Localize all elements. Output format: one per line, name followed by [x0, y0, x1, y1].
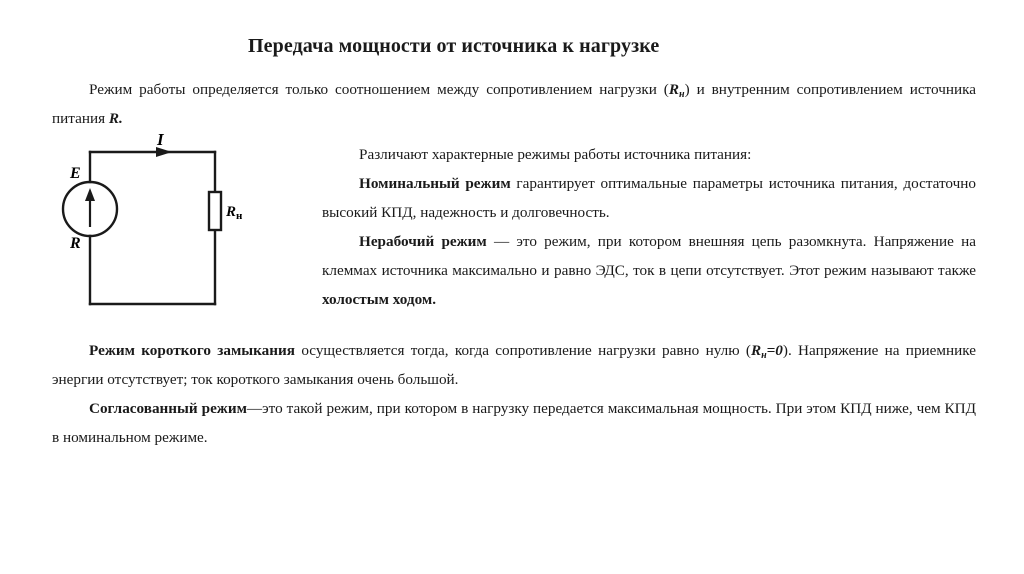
nominal-mode-paragraph: Номинальный режим гарантирует оптимальные параметры источника питания, достаточно высокий КПД, надежность и долговечность. [322, 175, 976, 221]
load-resistor-icon [209, 192, 221, 230]
load-resistance-symbol: $R_н$ [668, 81, 685, 100]
matched-mode-paragraph: Согласованный режим—это такой режим, при котором в нагрузку передается максимальная мощность. При этом КПД ниже, чем КПД в номинальном режиме. [52, 400, 976, 446]
internal-resistance-symbol: R. [108, 110, 123, 127]
nominal-mode-term: Номинальный режим [359, 175, 511, 192]
load-label: $R_н$ [226, 204, 243, 222]
idle-mode-paragraph: Нерабочий режим — это режим, при котором внешняя цепь разомкнута. Напряжение на клеммах источника максимально и равно ЭДС, ток в цепи отсутствует. Этот режим называют также холостым ходом. [322, 233, 976, 308]
short-circuit-paragraph: Режим короткого замыкания осуществляется тогда, когда сопротивление нагрузки равно нулю $(R_н=0)$. Напряжение на приемнике энергии отсутствует; ток короткого замыкания очень большой. [52, 342, 977, 388]
page-title: Передача мощности от источника к нагрузке [248, 35, 660, 57]
modes-intro: Различают характерные режимы работы источника питания: [359, 146, 752, 163]
matched-mode-term: Согласованный режим [89, 400, 247, 417]
circuit-diagram [50, 130, 250, 315]
intro-paragraph [52, 75, 976, 133]
short-circuit-formula: $R_н=0$ [750, 342, 783, 361]
source-arrow-head [85, 188, 95, 201]
current-label: I [157, 130, 164, 149]
short-circuit-term: Режим короткого замыкания [89, 342, 295, 359]
emf-label: E [70, 165, 81, 182]
idle-alt-term: холостым ходом. [322, 291, 437, 308]
intro-text-before: Режим работы определяется только соотношением между сопротивлением нагрузки ( [89, 81, 669, 98]
bottom-section [52, 336, 976, 452]
intro-text-middle: ) и внутренним сопротивлением источника питания [52, 81, 976, 127]
internal-resistance-label: R [70, 235, 81, 252]
idle-mode-term: Нерабочий режим [359, 233, 487, 250]
modes-section [322, 140, 976, 314]
